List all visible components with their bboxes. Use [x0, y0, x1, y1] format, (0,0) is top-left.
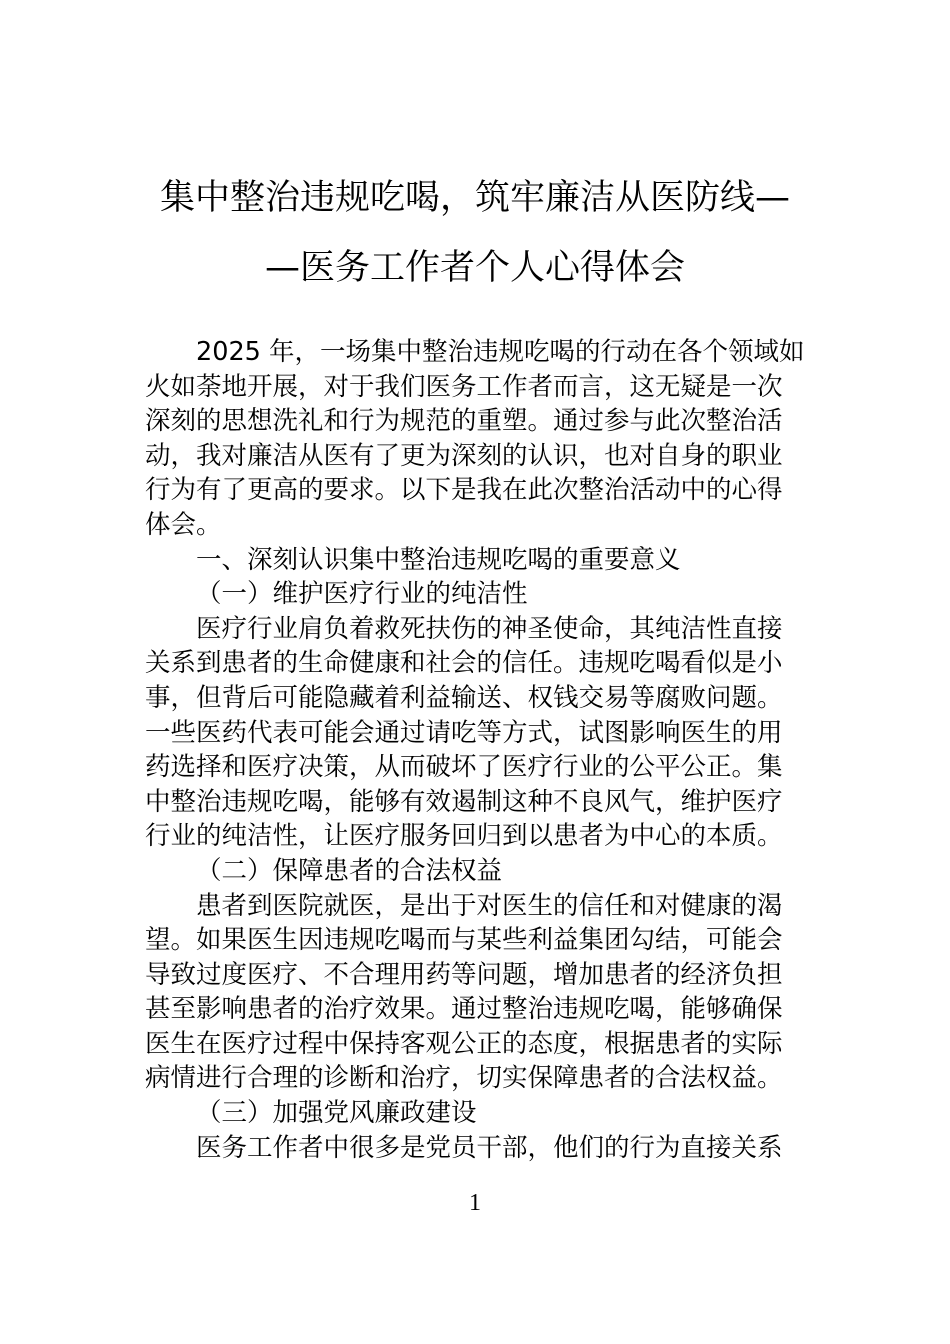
page-number: 1: [469, 1190, 481, 1216]
body-text: [145, 335, 808, 1165]
subsection-heading: （一）维护医疗行业的纯洁性: [196, 579, 528, 610]
body-line: 深刻的思想洗礼和行为规范的重塑。通过参与此次整治活: [145, 406, 783, 437]
body-line: 一些医药代表可能会通过请吃等方式，试图影响医生的用: [145, 717, 783, 748]
body-line: 2025 年，一场集中整治违规吃喝的行动在各个领域如: [196, 337, 805, 367]
subsection-heading: （三）加强党风廉政建设: [196, 1098, 477, 1129]
body-line: 事，但背后可能隐藏着利益输送、权钱交易等腐败问题。: [145, 682, 783, 713]
body-line: 动，我对廉洁从医有了更为深刻的认识，也对自身的职业: [145, 440, 783, 471]
body-line: 药选择和医疗决策，从而破坏了医疗行业的公平公正。集: [145, 752, 783, 783]
subsection-heading: （二）保障患者的合法权益: [196, 855, 503, 886]
body-line: 望。如果医生因违规吃喝而与某些利益集团勾结，可能会: [145, 925, 783, 956]
body-line: 中整治违规吃喝，能够有效遏制这种不良风气，维护医疗: [145, 786, 783, 817]
title-line-1: 集中整治违规吃喝，筑牢廉洁从医防线—: [159, 178, 790, 218]
body-line: 医疗行业肩负着救死扶伤的神圣使命，其纯洁性直接: [196, 613, 783, 644]
body-line: 体会。: [145, 509, 222, 540]
body-line: 行为有了更高的要求。以下是我在此次整治活动中的心得: [145, 475, 783, 506]
body-line: 火如荼地开展，对于我们医务工作者而言，这无疑是一次: [145, 371, 783, 402]
body-line: 医生在医疗过程中保持客观公正的态度，根据患者的实际: [145, 1028, 783, 1059]
body-line: 行业的纯洁性，让医疗服务回归到以患者为中心的本质。: [145, 821, 783, 852]
section-heading: 一、深刻认识集中整治违规吃喝的重要意义: [196, 544, 681, 575]
body-line: 病情进行合理的诊断和治疗，切实保障患者的合法权益。: [145, 1063, 783, 1094]
body-line: 关系到患者的生命健康和社会的信任。违规吃喝看似是小: [145, 648, 783, 679]
body-line: 甚至影响患者的治疗效果。通过整治违规吃喝，能够确保: [145, 994, 783, 1025]
body-line: 导致过度医疗、不合理用药等问题，增加患者的经济负担: [145, 959, 783, 990]
body-line: 患者到医院就医，是出于对医生的信任和对健康的渴: [196, 890, 783, 921]
body-line: 医务工作者中很多是党员干部，他们的行为直接关系: [196, 1132, 783, 1163]
title-line-2: —医务工作者个人心得体会: [264, 248, 685, 288]
